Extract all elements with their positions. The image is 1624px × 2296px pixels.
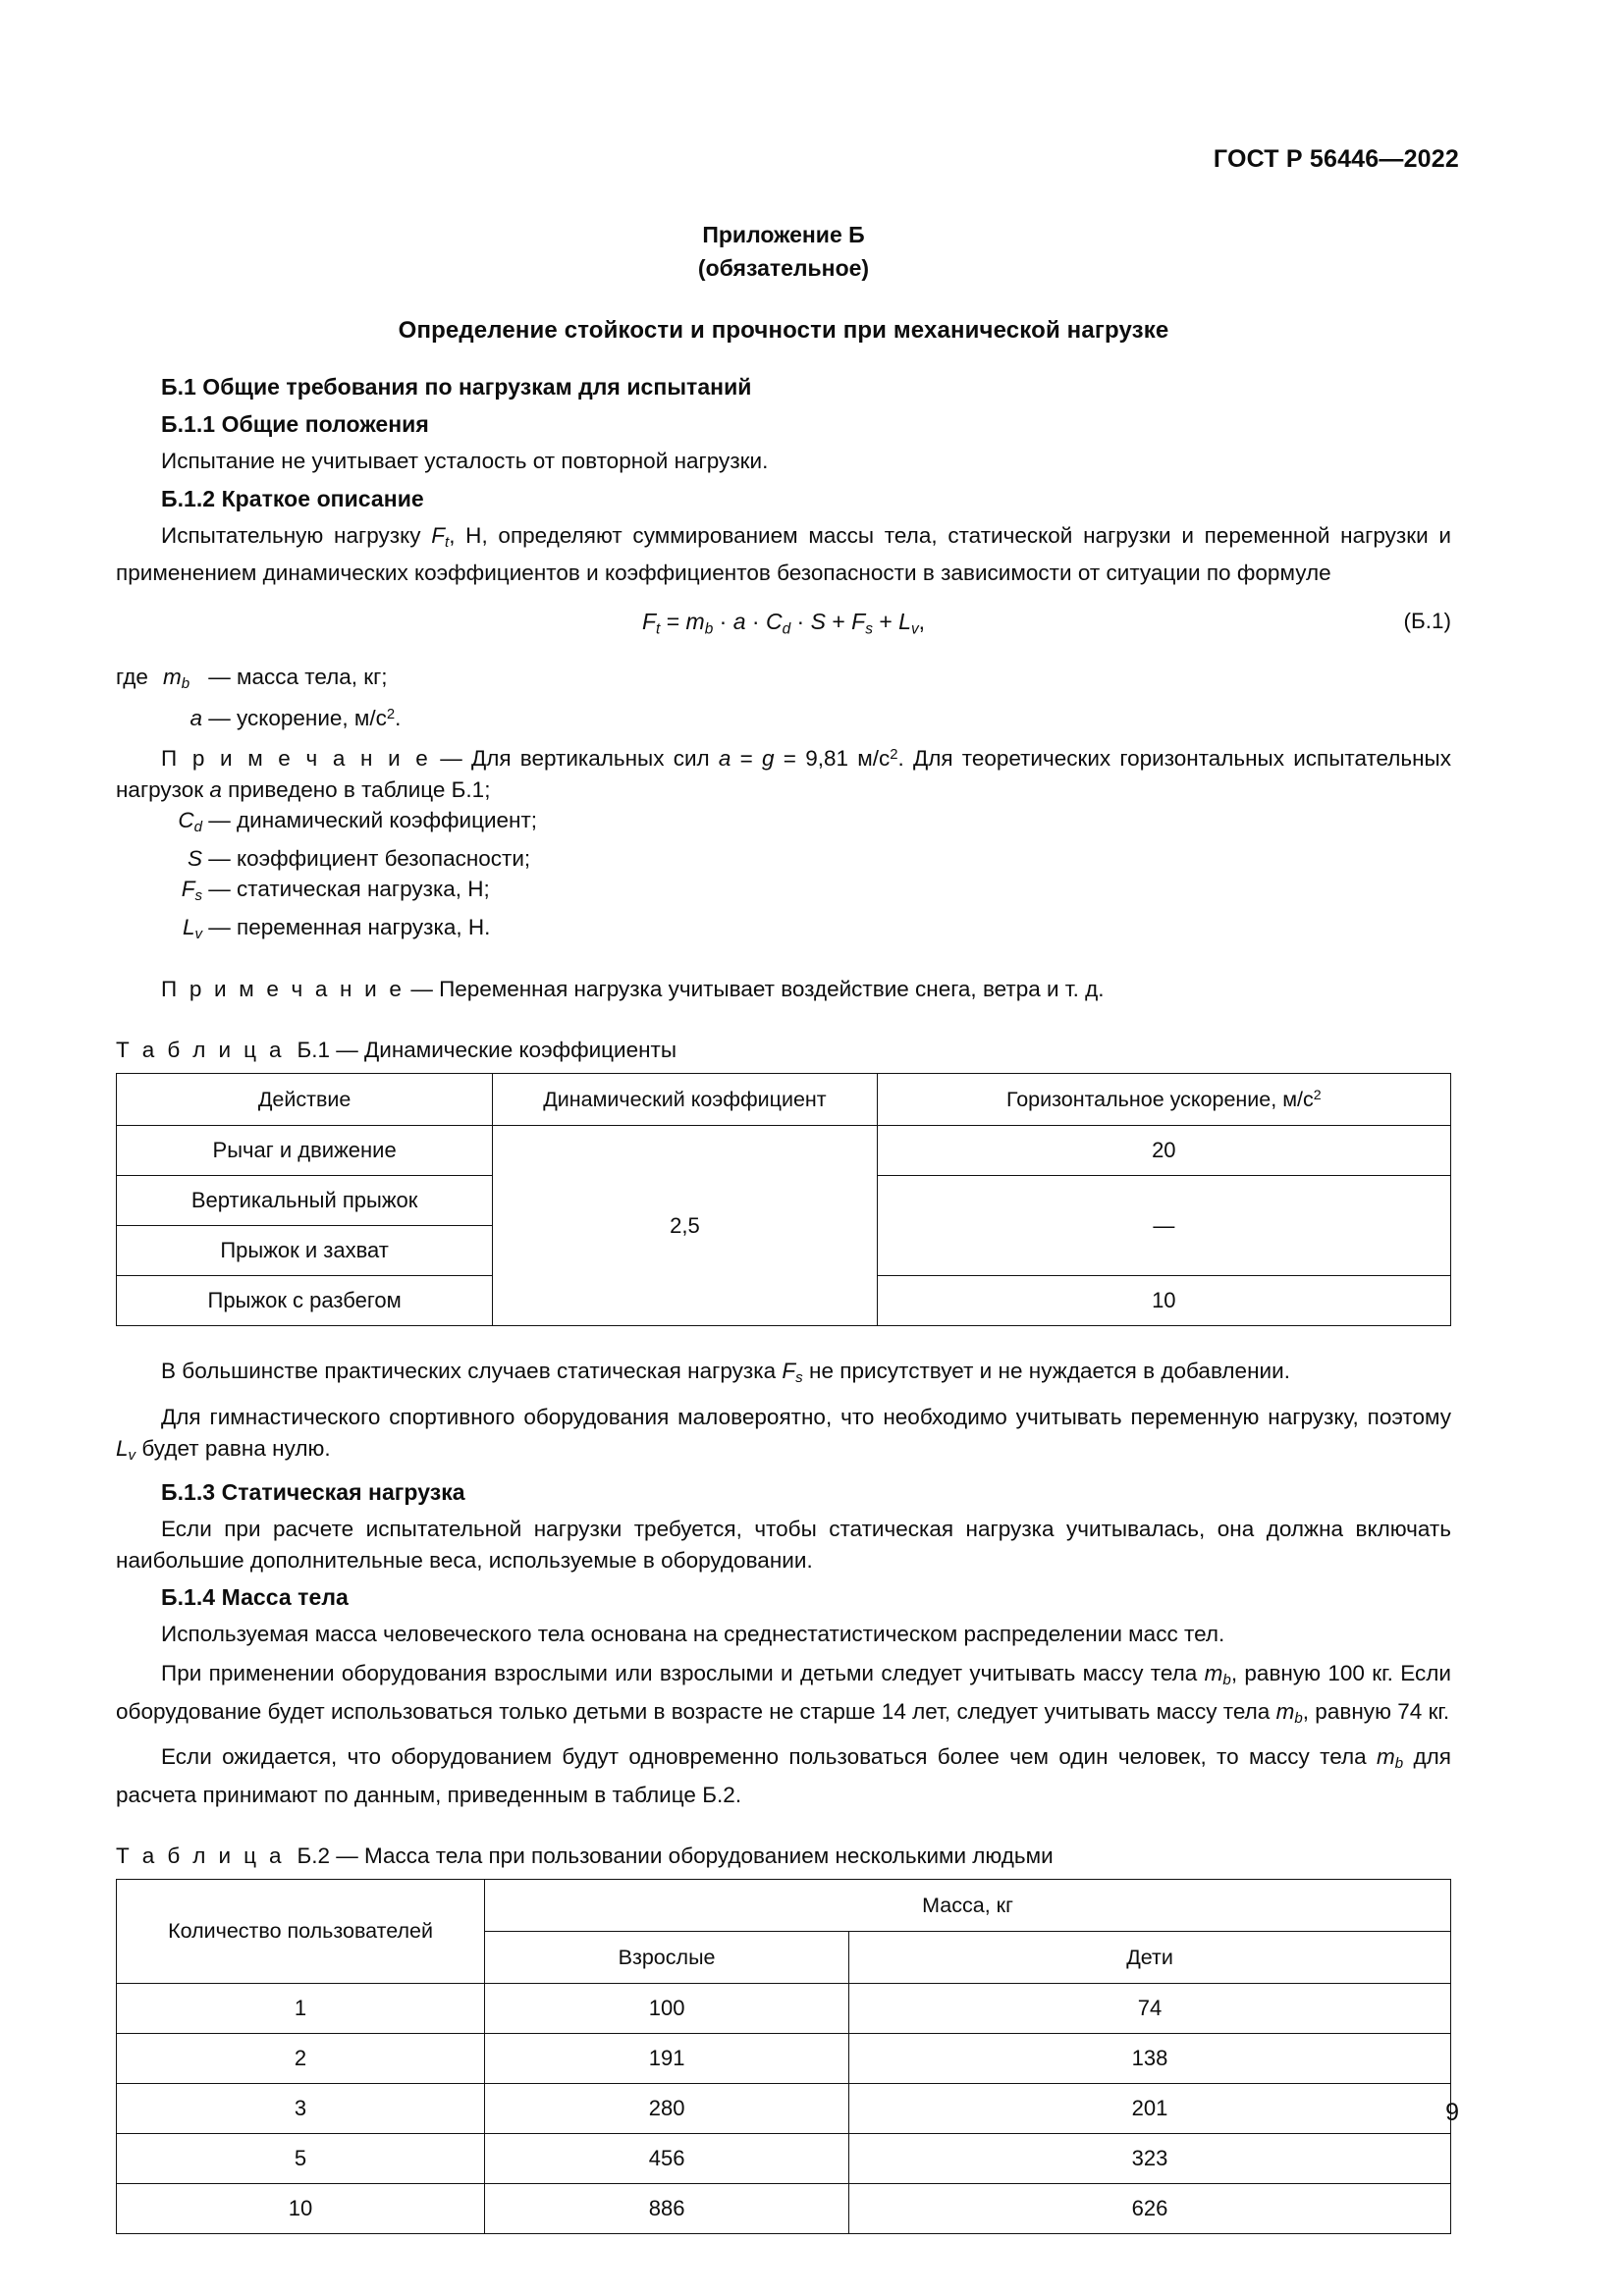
cell-adults: 191 <box>485 2034 849 2084</box>
annex-heading-block <box>116 218 1451 285</box>
definition-text: — статическая нагрузка, Н; <box>208 877 490 902</box>
cell-children: 323 <box>849 2134 1451 2184</box>
cell-children: 74 <box>849 1984 1451 2034</box>
page-content <box>116 218 1451 2234</box>
note-text: — Переменная нагрузка учитывает воздействие снега, ветра и т. д. <box>410 976 1105 1001</box>
cell-action: Прыжок с разбегом <box>117 1276 493 1326</box>
cell-children: 201 <box>849 2084 1451 2134</box>
paragraph-variable-load-note: Для гимнастического спортивного оборудования маловероятно, что необходимо учитывать переменную нагрузку, поэтому $L_v$ будет равна нулю. <box>116 1405 1451 1464</box>
note-variable-load: П р и м е ч а н и е — Переменная нагрузка учитывает воздействие снега, ветра и т. д. <box>161 976 1105 1001</box>
running-header-standard-number: ГОСТ Р 56446—2022 <box>1213 145 1459 173</box>
symbol-ft: $F_t$ <box>431 522 450 551</box>
section-heading-b13: Б.1.3 Статическая нагрузка <box>161 1479 465 1506</box>
cell-users: 5 <box>117 2134 485 2184</box>
definition-item-lv: $L_v$ — переменная нагрузка, Н. <box>182 915 491 943</box>
table-dynamic-coefficients <box>116 1073 1451 1326</box>
formula-block-b1 <box>116 609 1451 648</box>
column-header-mass: Масса, кг <box>485 1880 1451 1932</box>
table-row <box>117 1126 1451 1176</box>
cell-acceleration: 20 <box>877 1126 1450 1176</box>
paragraph-b12-intro <box>116 520 1451 589</box>
cell-dynamic-coefficient: 2,5 <box>493 1126 877 1326</box>
table-body-mass <box>116 1879 1451 2234</box>
definition-item-cd: $C_d$ — динамический коэффициент; <box>178 808 538 836</box>
cell-action: Вертикальный прыжок <box>117 1176 493 1226</box>
paragraph-static-load-note: В большинстве практических случаев статическая нагрузка $F_s$ не присутствует и не нуждается в добавлении. <box>161 1359 1290 1387</box>
intro-suffix: , Н, определяют суммированием массы тела, статической нагрузки и переменной нагрузки и применением динамических коэффициентов и коэффициентов безопасности в зависимости от ситуации по формуле <box>116 522 1451 586</box>
cell-users: 2 <box>117 2034 485 2084</box>
cell-users: 10 <box>117 2184 485 2234</box>
definition-item-s: S — коэффициент безопасности; <box>187 845 531 871</box>
column-header-users: Количество пользователей <box>117 1880 485 1984</box>
cell-action: Рычаг и движение <box>117 1126 493 1176</box>
cell-children: 138 <box>849 2034 1451 2084</box>
paragraph-b11: Испытание не учитывает усталость от повторной нагрузки. <box>161 449 769 473</box>
note-acceleration: П р и м е ч а н и е — Для вертикальных сил a = g = 9,81 $м/с^2$. Для теоретических горизонтальных испытательных нагрузок a приведено в таблице Б.1; <box>116 746 1451 802</box>
intro-prefix: Испытательную нагрузку <box>161 522 432 548</box>
paragraph-b13: Если при расчете испытательной нагрузки требуется, чтобы статическая нагрузка учитывалась, она должна включать наибольшие дополнительные веса, используемые в оборудовании. <box>116 1517 1451 1573</box>
definition-text: — коэффициент безопасности; <box>208 845 531 871</box>
table-row <box>117 1984 1451 2034</box>
column-header-children: Дети <box>849 1932 1451 1984</box>
column-header-horizontal-acceleration: Горизонтальное ускорение, $м/с^2$ <box>877 1074 1450 1126</box>
definition-text: — ускорение, $м/с^2$. <box>208 705 402 730</box>
definition-item-mb: где $m_b$ — масса тела, кг; <box>116 664 388 692</box>
symbol-definition-list <box>116 662 1451 950</box>
table-row <box>117 2034 1451 2084</box>
definition-item-fs: $F_s$ — статическая нагрузка, Н; <box>181 877 490 905</box>
cell-children: 626 <box>849 2184 1451 2234</box>
definition-text: — масса тела, кг; <box>208 664 388 689</box>
definition-item-a: a — ускорение, $м/с^2$. <box>189 705 402 730</box>
section-heading-b12: Б.1.2 Краткое описание <box>161 485 424 511</box>
annex-title: Определение стойкости и прочности при механической нагрузке <box>398 317 1169 344</box>
table-header-row <box>117 1074 1451 1126</box>
cell-users: 3 <box>117 2084 485 2134</box>
definition-text: — динамический коэффициент; <box>208 808 538 833</box>
cell-acceleration: — <box>877 1176 1450 1276</box>
section-heading-b14: Б.1.4 Масса тела <box>161 1584 349 1611</box>
cell-adults: 456 <box>485 2134 849 2184</box>
annex-status: (обязательное) <box>697 255 870 281</box>
formula-number: (Б.1) <box>1403 608 1451 633</box>
definition-text: — переменная нагрузка, Н. <box>208 915 491 940</box>
column-header-adults: Взрослые <box>485 1932 849 1984</box>
cell-adults: 280 <box>485 2084 849 2134</box>
table-caption-b2: Т а б л и ц а Б.2 — Масса тела при пользовании оборудованием несколькими людьми <box>116 1843 1054 1869</box>
cell-adults: 100 <box>485 1984 849 2034</box>
section-heading-b11: Б.1.1 Общие положения <box>161 411 429 437</box>
annex-label: Приложение Б <box>702 222 865 247</box>
formula-expression: $F_t = m_b \cdot a \cdot C_d \cdot S + F_s + L_v$, <box>641 608 926 638</box>
paragraph-b14-3: Если ожидается, что оборудованием будут одновременно пользоваться более чем один человек, то массу тела $m_b$ для расчета принимают по данным, приведенным в таблице Б.2. <box>116 1744 1451 1807</box>
table-row <box>117 2084 1451 2134</box>
cell-acceleration: 10 <box>877 1276 1450 1326</box>
table-row <box>117 2134 1451 2184</box>
cell-action: Прыжок и захват <box>117 1226 493 1276</box>
column-header-dynamic-coefficient: Динамический коэффициент <box>493 1074 877 1126</box>
section-heading-b1: Б.1 Общие требования по нагрузкам для испытаний <box>161 374 752 400</box>
table-header-row-top <box>117 1880 1451 1932</box>
column-header-action: Действие <box>117 1074 493 1126</box>
page-number: 9 <box>1445 2099 1459 2126</box>
cell-users: 1 <box>117 1984 485 2034</box>
cell-adults: 886 <box>485 2184 849 2234</box>
table-row <box>117 2184 1451 2234</box>
paragraph-b14-2: При применении оборудования взрослыми или взрослыми и детьми следует учитывать массу тела $m_b$, равную 100 кг. Если оборудование будет использоваться только детьми в возрасте не старше 14 лет, следует учитывать массу тела $m_b$, равную 74 кг. <box>116 1660 1451 1727</box>
paragraph-b14-1: Используемая масса человеческого тела основана на среднестатистическом распределении масс тел. <box>161 1622 1225 1647</box>
table-caption-b1: Т а б л и ц а Б.1 — Динамические коэффициенты <box>116 1038 677 1063</box>
